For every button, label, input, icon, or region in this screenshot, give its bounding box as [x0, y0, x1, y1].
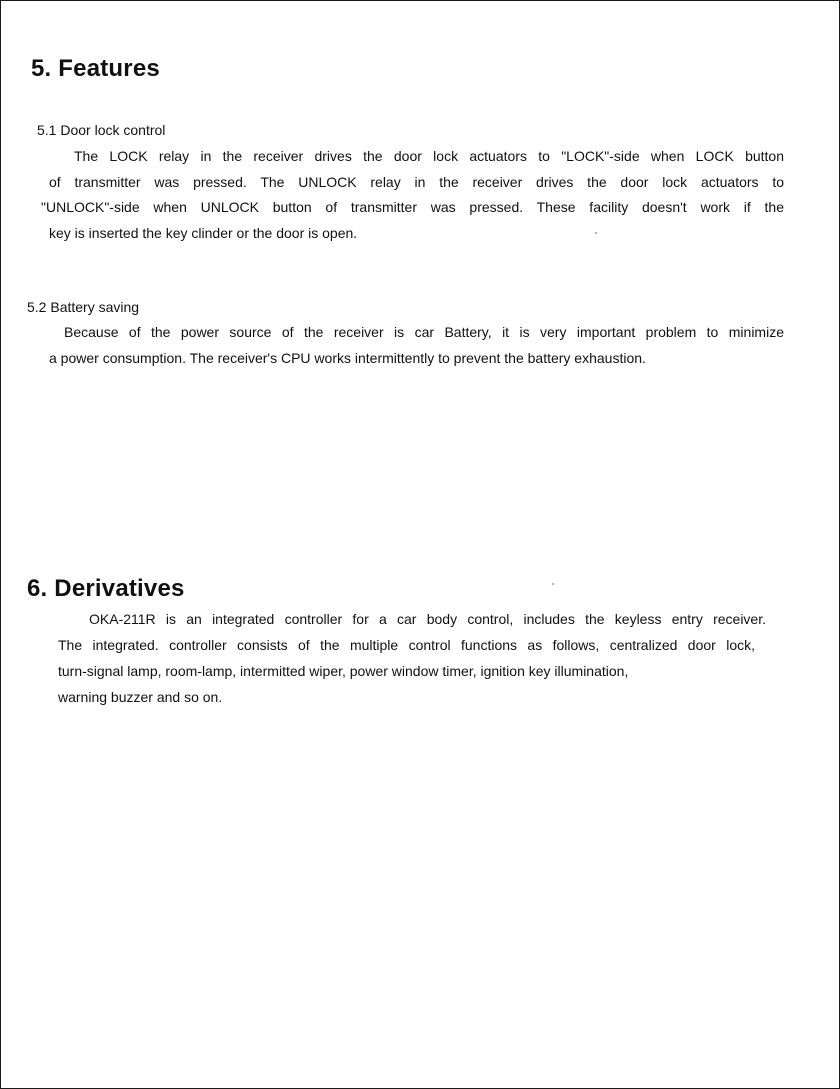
scan-speck: [552, 583, 554, 585]
derivatives-paragraph-line: The integrated. controller consists of the multiple control functions as follows, centralized door lock,: [58, 637, 755, 653]
scan-speck: [595, 232, 597, 234]
features-heading: 5. Features: [31, 55, 160, 82]
door-lock-paragraph-line: key is inserted the key clinder or the door is open.: [49, 225, 358, 241]
derivatives-paragraph-line: warning buzzer and so on.: [58, 689, 223, 705]
derivatives-paragraph-line: OKA-211R is an integrated controller for a car body control, includes the keyless entry receiver.: [89, 611, 766, 627]
door-lock-paragraph-line: of transmitter was pressed. The UNLOCK relay in the receiver drives the door lock actuators to: [49, 174, 784, 190]
battery-saving-paragraph-line: a power consumption. The receiver's CPU works intermittently to prevent the battery exhaustion.: [49, 350, 646, 366]
door-lock-subheading: 5.1 Door lock control: [37, 122, 166, 138]
derivatives-paragraph-line: turn-signal lamp, room-lamp, intermitted wiper, power window timer, ignition key illumination,: [58, 663, 629, 679]
battery-saving-subheading: 5.2 Battery saving: [27, 299, 140, 315]
door-lock-paragraph-line: The LOCK relay in the receiver drives the door lock actuators to "LOCK"-side when LOCK button: [74, 148, 784, 164]
door-lock-paragraph-line: "UNLOCK"-side when UNLOCK button of transmitter was pressed. These facility doesn't work if the: [41, 199, 784, 215]
derivatives-heading: 6. Derivatives: [27, 575, 185, 602]
battery-saving-paragraph-line: Because of the power source of the receiver is car Battery, it is very important problem to minimize: [64, 324, 784, 340]
